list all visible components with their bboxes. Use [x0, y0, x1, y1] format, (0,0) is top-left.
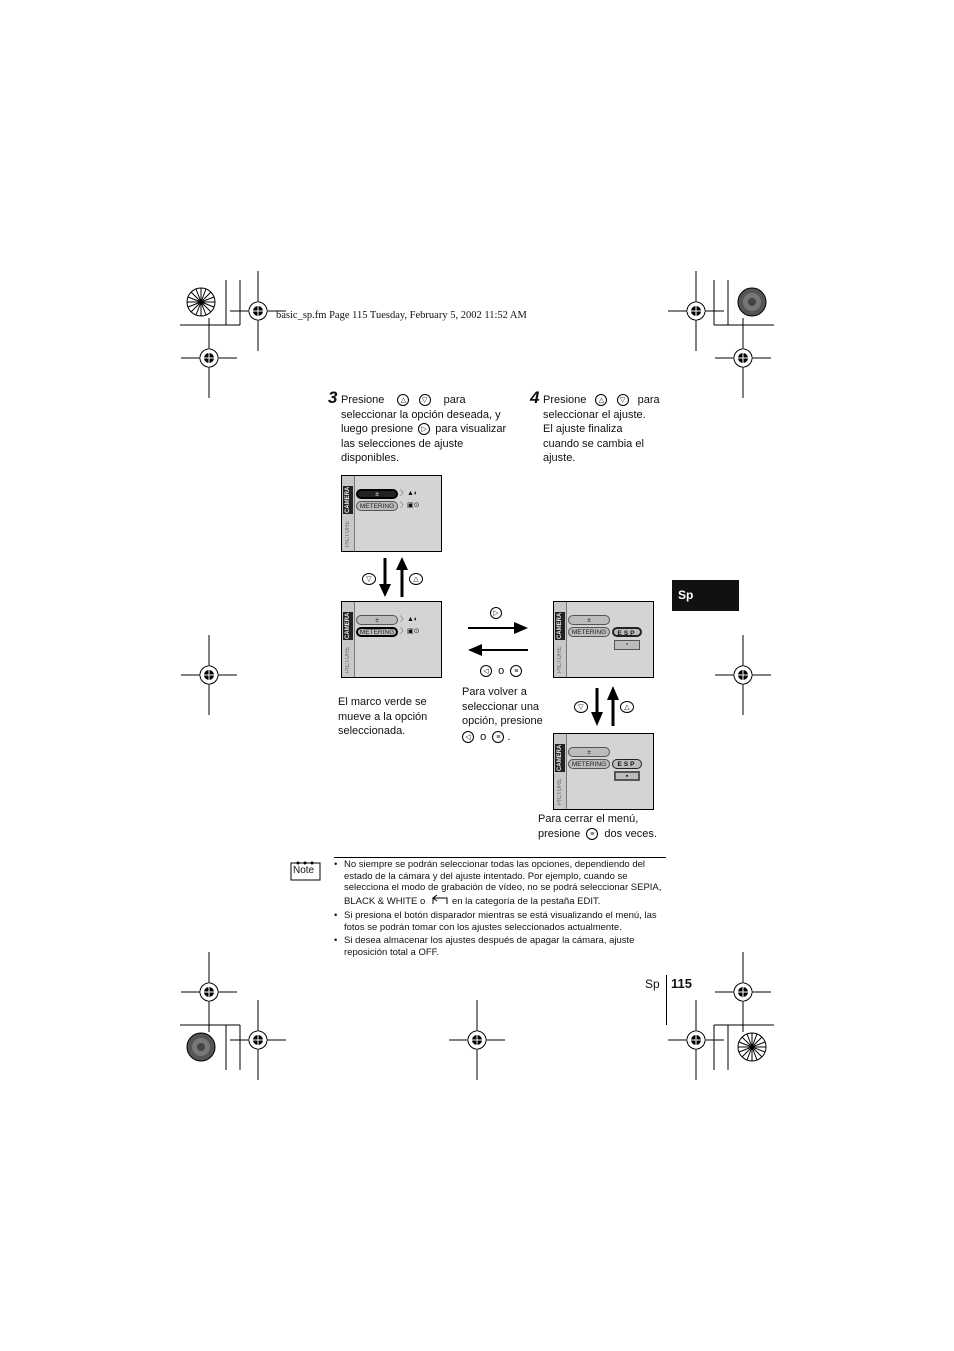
up-button-icon: △ [595, 394, 607, 406]
ok-menu-button-icon: ≡ [492, 731, 504, 743]
down-button-icon: ▽ [617, 394, 629, 406]
lcd-option-metering: METERING [356, 627, 398, 637]
note-label: Note [293, 865, 315, 876]
step-3-number: 3 [328, 388, 338, 407]
caption-green-frame: El marco verde se mueve a la opción seleccionada. [338, 696, 428, 738]
lcd-esp-option: ESP [612, 759, 642, 769]
footer-divider [666, 975, 667, 1025]
note-section [334, 859, 666, 961]
up-button-icon: △ [409, 573, 423, 585]
down-button-icon: ▽ [574, 701, 588, 713]
note-icon [290, 860, 322, 880]
ok-menu-button-icon: ≡ [510, 665, 522, 677]
ok-menu-button-icon: ≡ [586, 828, 598, 840]
left-button-icon: ◁ [480, 665, 492, 677]
right-button-icon: ▷ [418, 423, 430, 435]
note-item-3: • Si desea almacenar los ajustes después de apagar la cámara, ajuste reposición total a OFF. [334, 935, 666, 958]
note-rule [334, 857, 666, 858]
edit-tab-icon [431, 894, 449, 905]
caption-close: Para cerrar el menú, presione ≡ dos veces. [538, 813, 657, 840]
footer-lang: Sp [645, 977, 660, 991]
page-number: 115 [671, 976, 692, 991]
left-or-ok-hint: ◁ o ≡ [480, 664, 522, 679]
lcd-esp-option: ESP [612, 627, 642, 637]
lcd-option-exposure: ± [568, 747, 610, 757]
lcd-value-1: 〉▲◐ [400, 490, 419, 497]
note-item-1: • No siempre se podrán seleccionar todas las opciones, dependiendo del estado de la cámara y del ajuste intentado. Por ejemplo, cuando se selecciona el modo de grabación de vídeo, no se podrá seleccionar SEPIA, BLACK & WHITE o en la categoría de la pestaña EDIT. [334, 859, 666, 908]
lcd-screen-1: CAMERA PICTURE ± 〉▲◐ METERING 〉▣⊙ [341, 475, 442, 552]
note-item-2: • Si presiona el botón disparador mientras se está visualizando el menú, las fotos se podrán tomar con los ajustes seleccionados actualmente. [334, 910, 666, 933]
lcd-screen-4: CAMERA PICTURE ± METERING ESP ▪ [553, 733, 654, 810]
up-button-icon: △ [397, 394, 409, 406]
lcd-spot-option: ▪ [614, 771, 640, 781]
lcd-spot-option: ▫ [614, 640, 640, 650]
lcd-option-metering: METERING [568, 627, 610, 637]
lcd-screen-3: CAMERA PICTURE ± METERING ESP ▫ [553, 601, 654, 678]
file-header: basic_sp.fm Page 115 Tuesday, February 5, 2002 11:52 AM [276, 310, 527, 321]
lcd-screen-2: CAMERA PICTURE ± 〉▲◐ METERING 〉▣⊙ [341, 601, 442, 678]
down-button-icon: ▽ [362, 573, 376, 585]
step-3-text: Presione △ ▽ para seleccionar la opción deseada, y luego presione ▷ para visualizar las selecciones de ajuste disponibles. [341, 394, 507, 465]
lcd-option-exposure: ± [356, 615, 398, 625]
step-4-text: Presione △ ▽ para seleccionar el ajuste. El ajuste finaliza cuando se cambia el ajuste. [543, 394, 660, 465]
up-button-icon: △ [620, 701, 634, 713]
lcd-option-exposure: ± [356, 489, 398, 499]
lcd-option-metering: METERING [356, 501, 398, 511]
down-button-icon: ▽ [419, 394, 431, 406]
lcd-option-metering: METERING [568, 759, 610, 769]
lcd-option-exposure: ± [568, 615, 610, 625]
lcd-value-1: 〉▲◐ [400, 616, 419, 623]
right-button-icon: ▷ [490, 607, 502, 619]
language-tab: Sp [672, 580, 739, 611]
caption-back: Para volver a seleccionar una opción, presione ◁ o ≡ . [462, 686, 543, 743]
lcd-value-2: 〉▣⊙ [400, 628, 420, 635]
step-4-number: 4 [530, 388, 540, 407]
left-button-icon: ◁ [462, 731, 474, 743]
lcd-value-2: 〉▣⊙ [400, 502, 420, 509]
